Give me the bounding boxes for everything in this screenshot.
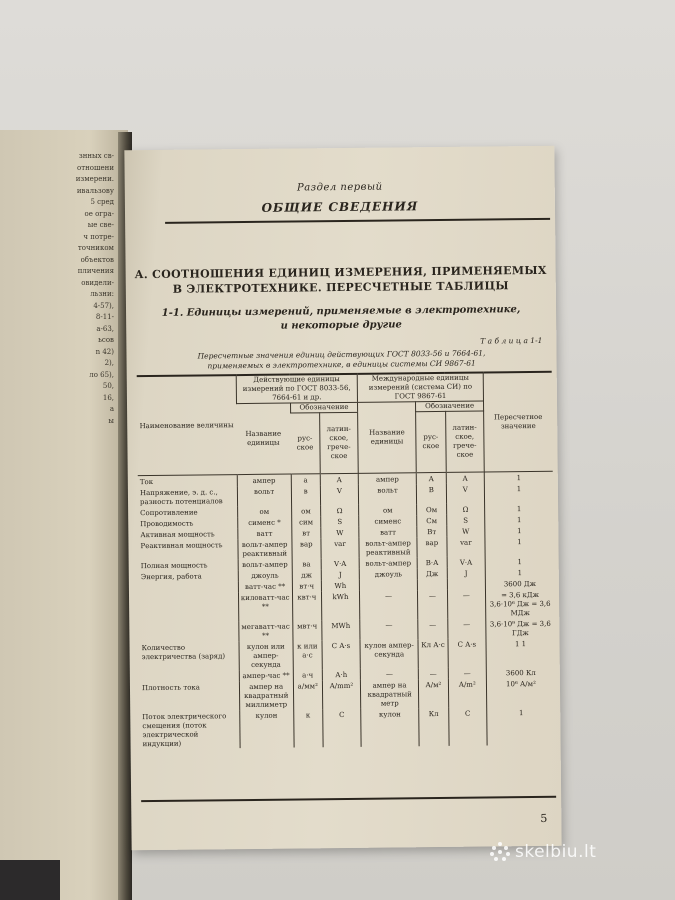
cell-gost-russian: вар — [292, 538, 321, 558]
cell-si-russian: В — [417, 484, 447, 504]
left-page-fragment: 50, — [102, 382, 114, 390]
cell-si-latin: A/m² — [448, 679, 487, 708]
col-si-unit-name: Название единицы — [358, 402, 417, 474]
right-page — [124, 146, 561, 850]
cell-si-name: вольт — [358, 484, 416, 505]
cell-si-russian: Ом — [417, 504, 447, 515]
table-caption-line1: Пересчетные значения единиц действующих ГОСТ 8033-56 и 7664-61, — [197, 348, 486, 361]
cell-quantity: Реактивная мощность — [140, 541, 223, 551]
left-page — [0, 130, 128, 900]
cell-gost-russian: дж — [292, 569, 321, 580]
cell-quantity: Сопротивление — [140, 508, 198, 518]
cell-si-name: ом — [359, 504, 417, 516]
watermark-text: skelbiu.lt — [515, 842, 597, 862]
cell-gost-latin: W — [321, 527, 359, 538]
cell-gost-russian: к — [294, 709, 323, 747]
cell-si-russian: — — [418, 590, 448, 619]
cell-conversion: 1 — [485, 503, 554, 515]
cell-si-name — [359, 579, 417, 591]
cell-gost-russian: вт·ч — [292, 580, 321, 591]
cell-gost-latin: C A·s — [322, 640, 361, 669]
cell-si-name: ватт — [359, 526, 417, 538]
cell-gost-russian: мвт·ч — [293, 620, 322, 640]
cell-quantity: Ток — [139, 477, 154, 487]
cell-conversion: 10⁶ А/м² — [486, 678, 555, 708]
left-page-fragment: ч потре- — [83, 232, 114, 241]
cell-gost-name: ампер-час ** — [239, 670, 293, 682]
cell-conversion: 1 1 — [486, 638, 555, 668]
cell-gost-latin: C — [323, 709, 362, 747]
cell-gost-name: киловатт-час ** — [238, 592, 293, 622]
cell-si-russian: А — [416, 472, 446, 484]
left-page-fragment: n 42) — [95, 347, 114, 356]
cell-si-russian: — — [418, 668, 448, 679]
cell-si-name: ампер — [358, 473, 416, 485]
cell-gost-name: ом — [237, 506, 291, 518]
cell-quantity: Плотность тока — [141, 683, 201, 693]
cell-gost-russian: к или а·с — [293, 640, 322, 669]
cell-si-russian: — — [418, 619, 448, 639]
heading-11-line1: 1-1. Единицы измерений, применяемые в электротехнике, — [161, 304, 521, 319]
cell-si-russian: А/м² — [419, 679, 449, 708]
cell-si-latin: C — [448, 708, 487, 746]
cell-gost-latin: V — [320, 485, 359, 505]
left-page-fragment: ое огра- — [84, 209, 114, 218]
left-page-fragment: точником — [77, 244, 114, 252]
cell-conversion: = 3,6 кДж 3,6·10⁶ Дж = 3,6 МДж — [485, 589, 554, 619]
left-page-fragment: а — [109, 405, 114, 413]
heading-11-line2: и некоторые другие — [280, 319, 402, 332]
group-si: Международные единицы измерений (система СИ) по ГОСТ 9867-61 — [357, 373, 483, 403]
cell-si-name: вольт-ампер — [359, 557, 417, 569]
cell-gost-russian: а — [291, 474, 320, 486]
cell-si-name: — — [360, 590, 418, 620]
cell-gost-latin: MWh — [322, 620, 361, 640]
table-bottom-rule — [141, 796, 556, 802]
cell-gost-name: вольт-ампер — [238, 559, 292, 571]
col-si-russian: рус- ское — [416, 411, 446, 472]
cell-gost-russian: сим — [292, 516, 321, 527]
watermark-dots-icon — [490, 842, 510, 862]
left-page-fragment: льзни: — [90, 290, 114, 298]
cell-si-russian: В·А — [417, 557, 447, 568]
cell-gost-latin: kWh — [321, 591, 360, 620]
cell-si-russian: Кл А·с — [418, 639, 448, 668]
left-page-fragment: 8-11- — [95, 313, 114, 321]
cell-conversion: 1 — [485, 525, 554, 537]
cell-si-latin: — — [448, 668, 486, 679]
cell-si-latin: A — [446, 472, 484, 484]
units-table-body — [138, 471, 556, 749]
cell-quantity: Количество электричества (заряд) — [141, 643, 226, 662]
cell-si-latin: — — [447, 619, 486, 639]
cell-si-latin: C A·s — [448, 639, 487, 668]
table-caption-line2: применяемых в электротехнике, в единицы системы СИ 9867-61 — [207, 358, 476, 371]
cell-si-russian: См — [417, 515, 447, 526]
left-page-fragment: отношени — [77, 163, 114, 172]
table-row — [139, 589, 554, 622]
cell-gost-latin: A/mm² — [322, 680, 361, 709]
section-title: ОБЩИЕ СВЕДЕНИЯ — [261, 199, 419, 215]
left-page-fragment: ьсов — [98, 336, 114, 344]
group-gost: Действующие единицы измерений по ГОСТ 8033-56, 7664-61 и др. — [236, 374, 358, 404]
gost-designation: Обозначение — [290, 402, 357, 413]
cell-gost-russian: а/мм² — [293, 680, 322, 709]
cell-gost-name: сименс * — [237, 517, 291, 529]
col-quantity: Наименование величины — [137, 375, 237, 476]
cell-gost-name: ампер на квадратный миллиметр — [239, 681, 294, 711]
cell-gost-name: кулон — [239, 710, 294, 749]
left-page-fragment: пличения — [77, 267, 114, 275]
cell-conversion: 3600 Кл — [486, 667, 555, 679]
book-cover-edge — [0, 860, 60, 900]
cell-gost-name: джоуль — [238, 570, 292, 582]
cell-quantity: Энергия, работа — [140, 572, 202, 582]
col-conversion: Пересчетное значение — [483, 372, 553, 472]
cell-gost-name: вольт — [237, 486, 291, 507]
page-number: 5 — [540, 811, 548, 825]
cell-conversion: 1 — [485, 567, 554, 579]
cell-conversion: 1 — [485, 536, 554, 557]
left-page-fragment: знных св- — [78, 152, 114, 160]
cell-gost-latin: A — [320, 473, 358, 485]
cell-gost-name: ватт-час ** — [238, 581, 292, 593]
cell-gost-latin: J — [321, 569, 359, 580]
si-designation: Обозначение — [416, 401, 484, 412]
cell-si-name: сименс — [359, 515, 417, 527]
cell-gost-russian: квт·ч — [292, 591, 321, 620]
table-row — [140, 678, 555, 711]
cell-gost-name: вольт-ампер реактивный — [238, 539, 292, 560]
col-gost-latin: латин- ское, грече- ское — [319, 412, 358, 473]
left-page-fragment: ло 65), — [89, 370, 114, 379]
cell-gost-name: ватт — [237, 528, 291, 540]
cell-si-name: вольт-ампер реактивный — [359, 537, 417, 558]
cell-gost-latin: Wh — [321, 580, 359, 591]
cell-gost-latin: Ω — [320, 505, 358, 516]
cell-quantity: Поток электрического смещения (поток электрической индукции) — [142, 712, 227, 749]
cell-gost-russian: а·ч — [293, 669, 322, 680]
col-si-latin: латин- ское, грече- ское — [445, 411, 484, 472]
cell-si-latin: V — [446, 484, 485, 504]
left-page-fragment: ые све- — [87, 221, 114, 229]
cell-quantity — [139, 621, 238, 642]
cell-si-name: — — [360, 668, 418, 680]
left-page-fragment: 2), — [104, 359, 114, 367]
heading-a-line1: А. СООТНОШЕНИЯ ЕДИНИЦ ИЗМЕРЕНИЯ, ПРИМЕНЯЕМЫХ — [134, 263, 547, 282]
cell-si-latin: J — [447, 568, 485, 579]
cell-conversion: 1 — [485, 556, 554, 568]
cell-conversion: 1 — [484, 471, 553, 483]
cell-conversion: 3,6·10⁹ Дж = 3,6 ГДж — [486, 618, 555, 639]
cell-gost-name: кулон или ампер-секунда — [239, 641, 294, 671]
cell-quantity: Полная мощность — [140, 561, 208, 571]
cell-conversion: 3600 Дж — [485, 578, 554, 590]
cell-gost-russian: в — [291, 485, 320, 505]
cell-si-latin: var — [447, 537, 486, 557]
cell-conversion: 1 — [487, 707, 556, 746]
cell-gost-latin: V·A — [321, 558, 359, 569]
col-gost-unit-name: Название единицы — [236, 403, 291, 475]
cell-quantity: Напряжение, э. д. с., разность потенциалов — [139, 488, 223, 507]
cell-conversion: 1 — [485, 514, 554, 526]
cell-gost-russian: ом — [291, 505, 320, 516]
cell-si-name: джоуль — [359, 568, 417, 580]
cell-quantity: Проводимость — [140, 519, 194, 529]
units-table — [137, 371, 556, 749]
cell-si-name: ампер на квадратный метр — [361, 679, 419, 709]
cell-conversion: 1 — [484, 483, 553, 504]
cell-si-name: кулон ампер-секунда — [360, 639, 418, 669]
cell-quantity: Активная мощность — [140, 530, 215, 540]
table-row — [139, 638, 554, 671]
cell-gost-latin: var — [321, 538, 360, 558]
cell-si-name: — — [360, 619, 418, 640]
cell-si-latin: S — [446, 515, 484, 526]
table-label: Т а б л и ц а 1-1 — [480, 335, 543, 346]
left-page-fragment: 5 сред — [90, 198, 114, 206]
cell-si-latin — [447, 579, 485, 590]
cell-gost-name: мегаватт-час ** — [238, 621, 292, 642]
cell-si-russian: Кл — [419, 708, 449, 746]
left-page-fragment: 4-57), — [93, 301, 114, 310]
cell-si-latin: V·A — [447, 557, 485, 568]
cell-si-latin: Ω — [446, 504, 484, 515]
cell-quantity — [139, 592, 238, 622]
left-page-fragment: измерени. — [75, 175, 114, 183]
section-label: Раздел первый — [296, 181, 383, 194]
cell-si-latin: — — [447, 590, 486, 619]
heading-a-line2: В ЭЛЕКТРОТЕХНИКЕ. ПЕРЕСЧЕТНЫЕ ТАБЛИЦЫ — [172, 279, 509, 296]
table-row — [140, 707, 555, 749]
cell-si-name: кулон — [361, 708, 419, 747]
cell-gost-russian: ва — [292, 558, 321, 569]
cell-si-russian — [417, 579, 447, 590]
left-page-fragment: 16, — [102, 393, 114, 402]
cell-gost-russian: вт — [292, 527, 321, 538]
cell-gost-latin: S — [321, 516, 359, 527]
col-gost-russian: рус- ское — [290, 413, 320, 474]
title-rule — [165, 218, 550, 224]
left-page-fragment: ивальзову — [76, 186, 114, 195]
watermark — [490, 842, 596, 862]
left-page-fragment: ы — [108, 416, 114, 425]
left-page-fragment: овидели- — [81, 278, 114, 287]
cell-si-latin: W — [446, 526, 484, 537]
left-page-fragment: объектов — [80, 255, 114, 264]
cell-si-russian: вар — [417, 537, 447, 557]
cell-gost-latin: A·h — [322, 669, 360, 680]
left-page-fragment: а-63, — [96, 324, 114, 333]
cell-si-russian: Вт — [417, 526, 447, 537]
cell-gost-name: ампер — [237, 474, 291, 486]
cell-si-russian: Дж — [417, 568, 447, 579]
